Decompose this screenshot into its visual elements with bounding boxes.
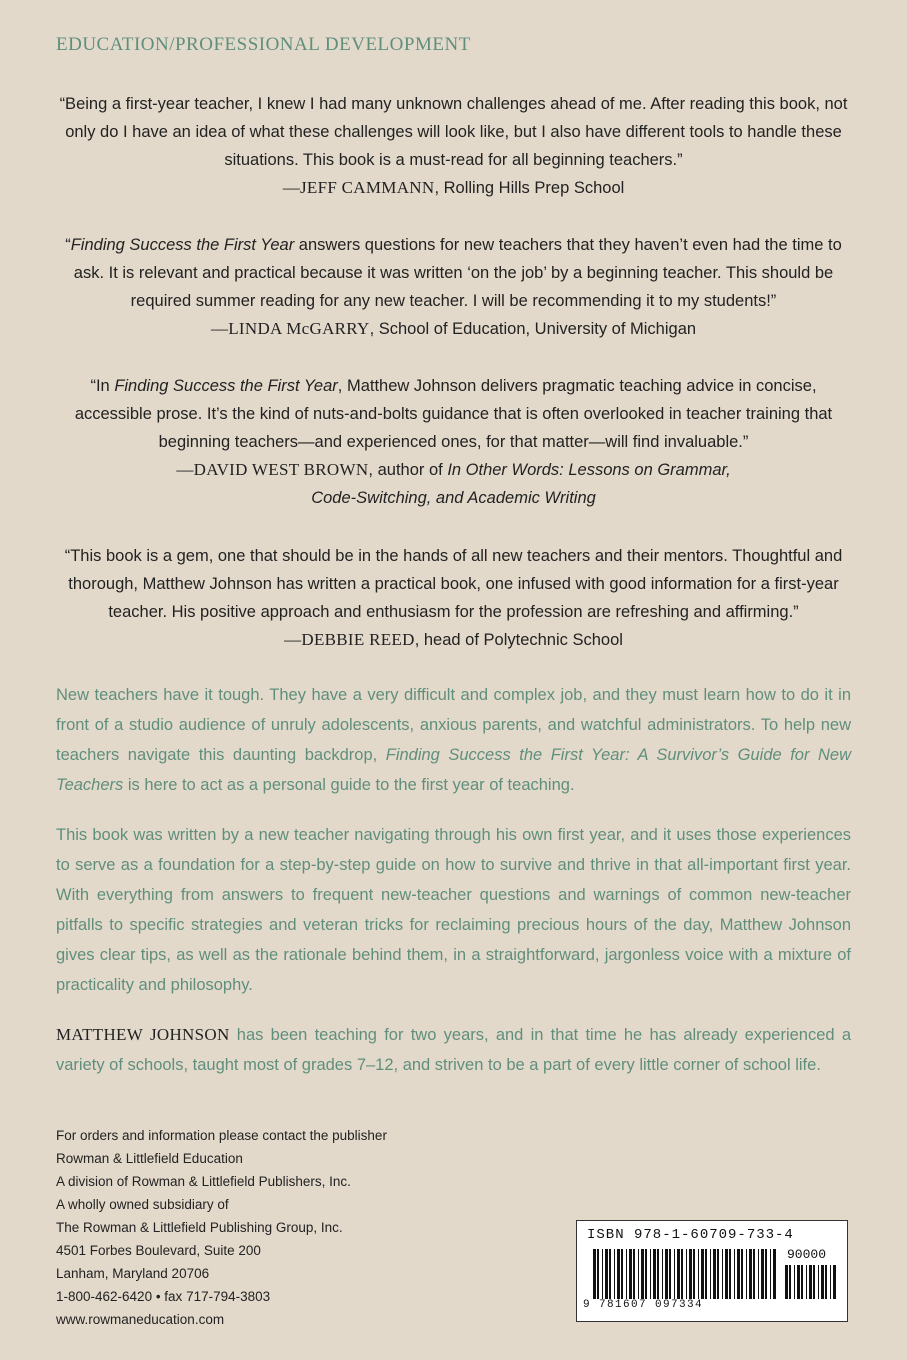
publisher-line: 1-800-462-6420 • fax 717-794-3803	[56, 1289, 271, 1304]
quote-text: “This book is a gem, one that should be in the hands of all new teachers and their mentors. Thoughtful and thorough, Matthew Johnson has written a practical book, one infused with good information for a first-year teacher. His positive approach and enthusiasm for the profession are refreshing and affirming.”	[64, 547, 843, 621]
quote-attribution	[56, 626, 851, 654]
review-quote-2	[56, 231, 851, 343]
publisher-line: A wholly owned subsidiary of	[56, 1197, 229, 1212]
reviewer-affiliation: , School of Education, University of Michigan	[369, 320, 697, 338]
quote-open: “In	[90, 377, 115, 395]
review-quote-4	[56, 542, 851, 654]
description-text-end: is here to act as a personal guide to the first year of teaching.	[123, 776, 575, 794]
publisher-line: A division of Rowman & Littlefield Publishers, Inc.	[56, 1174, 351, 1189]
publisher-info	[56, 1124, 387, 1331]
reviewer-name: —DAVID WEST BROWN	[176, 460, 369, 479]
ean-barcode-icon	[593, 1249, 779, 1299]
quote-attribution-cont	[56, 484, 851, 512]
reviewer-book-title: In Other Words: Lessons on Grammar,	[447, 461, 731, 479]
quote-open: “	[65, 236, 71, 254]
description-paragraph-1	[56, 680, 851, 800]
author-bio-text: has been teaching for two years, and in that time he has already experienced a variety of schools, taught most of grades 7–12, and striven to be a part of every little corner of school life.	[56, 1026, 851, 1074]
publisher-url: www.rowmaneducation.com	[56, 1312, 225, 1327]
addon-barcode-icon	[785, 1265, 839, 1299]
book-title: Finding Success the First Year	[114, 377, 338, 395]
price-code: 90000	[787, 1247, 827, 1262]
reviewer-name: —DEBBIE REED	[284, 630, 415, 649]
reviewer-affiliation: , Rolling Hills Prep School	[434, 179, 625, 197]
quote-text: , Matthew Johnson delivers pragmatic teaching advice in concise, accessible prose. It’s the kind of nuts-and-bolts guidance that is often overlooked in teacher training that beginning teachers—and experienced ones, for that matter—will find invaluable.”	[74, 377, 833, 451]
description-paragraph-2: This book was written by a new teacher navigating through his own first year, and it uses those experiences to serve as a foundation for a step-by-step guide on how to survive and thrive in that all-important first year. With everything from answers to frequent new-teacher questions and warnings of common new-teacher pitfalls to specific strategies and veteran tricks for reclaiming precious hours of the day, Matthew Johnson gives clear tips, as well as the rationale behind them, in a straightforward, jargonless voice with a mixture of practicality and philosophy.	[56, 826, 851, 994]
book-title: Finding Success the First Year	[70, 236, 295, 254]
quote-text: “Being a first-year teacher, I knew I had many unknown challenges ahead of me. After reading this book, not only do I have an idea of what these challenges will look like, but I also have different tools to handle these situations. This book is a must-read for all beginning teachers.”	[59, 95, 848, 169]
publisher-line: 4501 Forbes Boulevard, Suite 200	[56, 1243, 261, 1258]
reviewer-name: —JEFF CAMMANN	[282, 178, 435, 197]
reviewer-name: —LINDA McGARRY	[210, 319, 370, 338]
reviewer-affiliation: , head of Polytechnic School	[414, 631, 623, 649]
quote-attribution	[56, 174, 851, 202]
quote-attribution	[56, 315, 851, 343]
isbn-barcode	[576, 1220, 848, 1322]
book-full-title: Finding Success the First Year: A Survivor’s Guide for New Teachers	[56, 746, 851, 794]
publisher-line: For orders and information please contact the publisher	[56, 1128, 387, 1143]
publisher-line: The Rowman & Littlefield Publishing Group, Inc.	[56, 1220, 343, 1235]
publisher-line: Rowman & Littlefield Education	[56, 1151, 243, 1166]
reviewer-affiliation: , author of	[368, 461, 448, 479]
category-label: EDUCATION/PROFESSIONAL DEVELOPMENT	[56, 34, 471, 55]
reviewer-book-title-cont: Code-Switching, and Academic Writing	[311, 489, 596, 507]
review-quote-1	[56, 90, 851, 202]
author-bio	[56, 1020, 851, 1080]
ean-digits: 9 781607 097334	[583, 1299, 704, 1311]
review-quote-3	[56, 372, 851, 512]
isbn-number: ISBN 978-1-60709-733-4	[587, 1227, 794, 1243]
author-name: MATTHEW JOHNSON	[56, 1025, 230, 1044]
quote-attribution	[56, 456, 851, 484]
quote-text: answers questions for new teachers that they haven’t even had the time to ask. It is relevant and practical because it was written ‘on the job’ by a beginning teacher. This should be required summer reading for any new teacher. I will be recommending it to my students!”	[73, 236, 842, 310]
publisher-line: Lanham, Maryland 20706	[56, 1266, 210, 1281]
description-text: New teachers have it tough. They have a very difficult and complex job, and they must learn how to do it in front of a studio audience of unruly adolescents, anxious parents, and watchful administrators. To help new teachers navigate this daunting backdrop,	[56, 686, 851, 764]
